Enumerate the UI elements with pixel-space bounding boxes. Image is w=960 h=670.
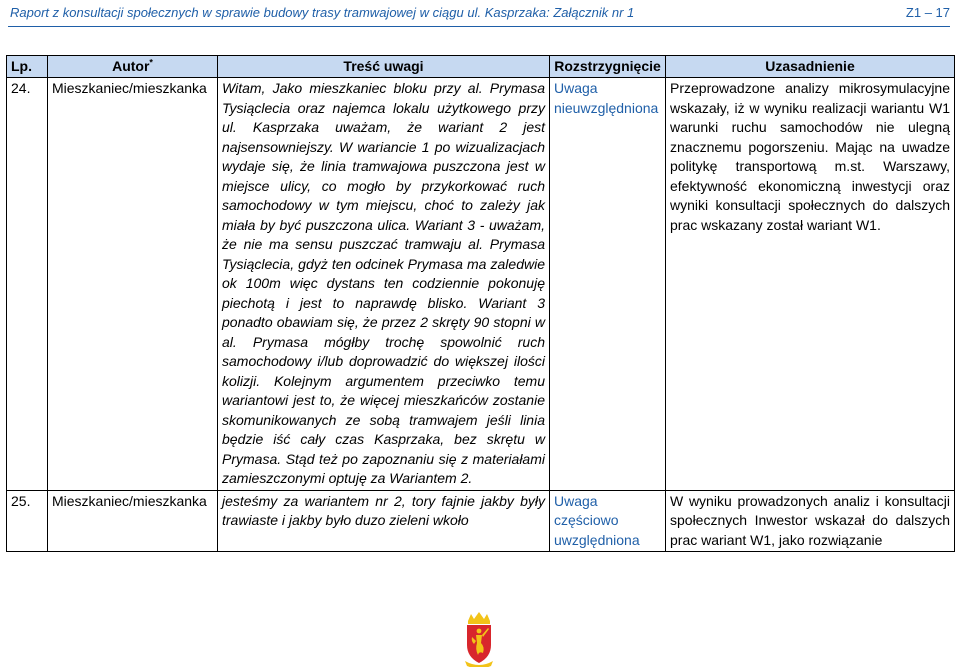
column-header-author-label: Autor [112,58,150,74]
page-number: Z1 – 17 [905,5,950,20]
row-content: jesteśmy za wariantem nr 2, tory fajnie jakby były trawiaste i jakby było duzo zieleni wkoło [218,490,550,552]
row-author: Mieszkaniec/mieszkanka [48,78,218,491]
row-content: Witam, Jako mieszkaniec bloku przy al. Prymasa Tysiąclecia oraz najemca lokalu użytkowego przy ul. Kasprzaka uważam, że wariant 2 jest najsensowniejszy. W wariancie 1 po wizualizacjach wydaje się, że linia tramwajowa puszczona jest w miejsce ulicy, co mogło by przykorkować ruch samochodowy w tym miejscu, choć to zależy jak miała by być puszczona ulica. Wariant 3 - uważam, że nie ma sensu puszczać tramwaju al. Prymasa Tysiąclecia, gdyż ten odcinek Prymasa ma zaledwie ok 100m więc dystans ten codziennie pokonuję piechotą i jest to naprawdę blisko. Wariant 3 ponadto obawiam się, że przez 2 skręty 90 stopni w al. Prymasa mógłby trochę spowolnić ruch samochodowy i/lub doprowadzić do większej ilości kolizji. Kolejnym argumentem przeciwko temu wariantowi jest to, że więcej mieszkańców zostanie skomunikowanych ze sobą tramwajem jeśli linia będzie iść cały czas Kasprzaka, bez skrętu w Prymasa. Stąd też po zapoznaniu się z materiałami zamieszczonymi optuję za Wariantem 2. [218,78,550,491]
row-author: Mieszkaniec/mieszkanka [48,490,218,552]
warsaw-coat-of-arms-icon [463,611,495,667]
table-header-row [7,56,955,78]
column-header-content: Treść uwagi [218,56,550,78]
row-justification: Przeprowadzone analizy mikrosymulacyjne wskazały, iż w wyniku realizacji wariantu W1 warunki ruchu samochodów nie ulegną znacznemu pogorszeniu. Mając na uwadze politykę transportową m.st. Warszawy, efektywność ekonomiczną inwestycji oraz wyniki konsultacji społecznych do dalszych prac wskazany został wariant W1. [666,78,955,491]
table-row [7,78,955,491]
row-lp: 25. [7,490,48,552]
table-row [7,490,955,552]
header-divider [8,26,950,27]
author-footnote-mark: * [149,57,153,68]
column-header-decision: Rozstrzygnięcie [550,56,666,78]
comments-table [6,55,955,552]
column-header-lp: Lp. [7,56,48,78]
row-decision: Uwaga nieuwzględniona [550,78,666,491]
document-header-title: Raport z konsultacji społecznych w sprawie budowy trasy tramwajowej w ciągu ul. Kasprzaka: Załącznik nr 1 [10,5,635,20]
column-header-author [48,56,218,78]
column-header-justification: Uzasadnienie [666,56,955,78]
row-lp: 24. [7,78,48,491]
row-justification: W wyniku prowadzonych analiz i konsultacji społecznych Inwestor wskazał do dalszych prac wariant W1, jako rozwiązanie [666,490,955,552]
row-decision: Uwaga częściowo uwzględniona [550,490,666,552]
